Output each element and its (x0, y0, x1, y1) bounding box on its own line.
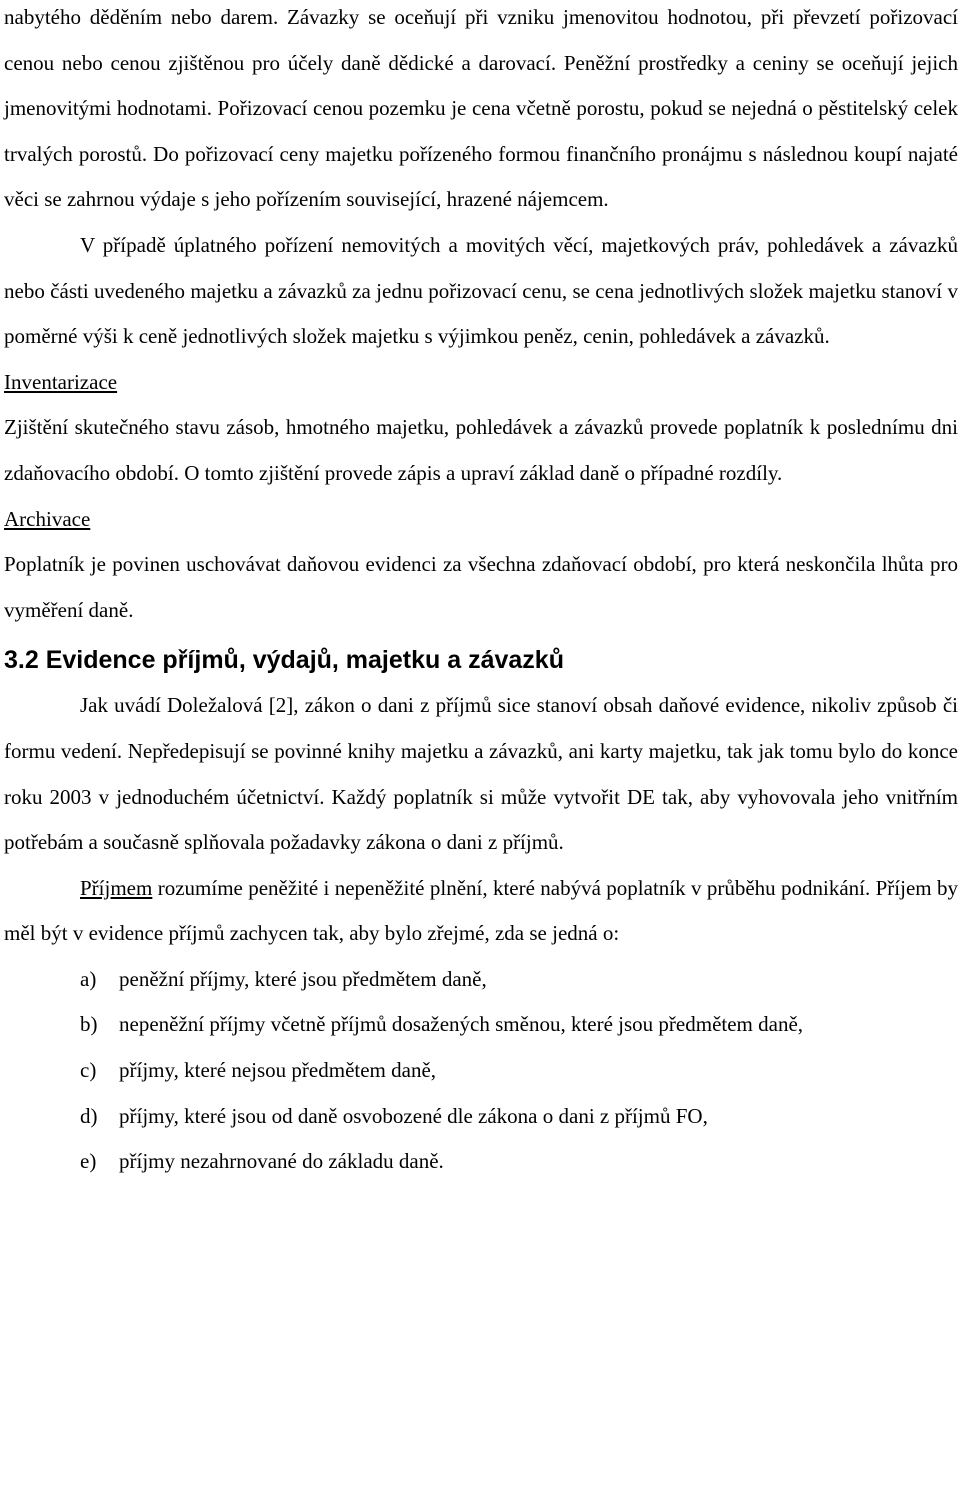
list-item (4, 1048, 958, 1094)
paragraph-valuation: nabytého děděním nebo darem. Závazky se oceňují při vzniku jmenovitou hodnotou, při převzetí pořizovací cenou nebo cenou zjištěnou pro účely daně dědické a darovací. Peněžní prostředky a ceniny se oceňují jejich jmenovitými hodnotami. Pořizovací cenou pozemku je cena včetně porostu, pokud se nejedná o pěstitelský celek trvalých porostů. Do pořizovací ceny majetku pořízeného formou finančního pronájmu s následnou koupí najaté věci se zahrnou výdaje s jeho pořízením související, hrazené nájemcem. (4, 5, 958, 212)
list-marker: a) (80, 966, 97, 991)
income-definition: rozumíme peněžité i nepeněžité plnění, které nabývá poplatník v průběhu podnikání. Příjem by měl být v evidence příjmů zachycen tak, aby bylo zřejmé, zda se jedná o: (4, 875, 958, 946)
list-item (4, 957, 958, 1003)
list-marker: e) (80, 1149, 97, 1174)
list-marker: b) (80, 1012, 98, 1037)
paragraph-archive: Poplatník je povinen uschovávat daňovou evidenci za všechna zdaňovací období, pro která neskončila lhůta pro vyměření daně. (4, 552, 958, 622)
list-item-text: příjmy, které nejsou předmětem daně, (119, 1058, 437, 1083)
income-term: Příjmem (80, 875, 153, 900)
paragraph-evidence: Jak uvádí Doležalová [2], zákon o dani z příjmů sice stanoví obsah daňové evidence, nikoliv způsob či formu vedení. Nepředepisují se povinné knihy majetku a závazků, ani karty majetku, tak jak tomu bylo do konce roku 2003 v jednoduchém účetnictví. Každý poplatník si může vytvořit DE tak, aby vyhovovala jeho vnitřním potřebám a současně splňovala požadavky zákona o dani z příjmů. (4, 693, 958, 855)
document-page (4, 0, 958, 1185)
subheading-inventory: Inventarizace (4, 369, 118, 394)
list-item (4, 1002, 958, 1048)
paragraph-purchase-price: V případě úplatného pořízení nemovitých a movitých věcí, majetkových práv, pohledávek a závazků nebo části uvedeného majetku a závazků za jednu pořizovací cenu, se cena jednotlivých složek majetku stanoví v poměrné výši k ceně jednotlivých složek majetku s výjimkou peněz, cenin, pohledávek a závazků. (4, 232, 958, 349)
income-types-list (4, 957, 958, 1185)
paragraph-income (4, 866, 958, 957)
list-item (4, 1139, 958, 1185)
section-title: 3.2 Evidence příjmů, výdajů, majetku a závazků (4, 646, 564, 675)
list-item-text: příjmy nezahrnované do základu daně. (119, 1149, 444, 1174)
list-item (4, 1094, 958, 1140)
list-item-text: příjmy, které jsou od daně osvobozené dle zákona o dani z příjmů FO, (119, 1103, 708, 1128)
list-marker: c) (80, 1058, 97, 1083)
subheading-archive: Archivace (4, 506, 91, 531)
list-item-text: nepeněžní příjmy včetně příjmů dosažených směnou, které jsou předmětem daně, (119, 1012, 804, 1037)
paragraph-inventory: Zjištění skutečného stavu zásob, hmotného majetku, pohledávek a závazků provede poplatník k poslednímu dni zdaňovacího období. O tomto zjištění provede zápis a upraví základ daně o případné rozdíly. (4, 415, 958, 485)
list-item-text: peněžní příjmy, které jsou předmětem daně, (119, 966, 487, 991)
list-marker: d) (80, 1103, 98, 1128)
